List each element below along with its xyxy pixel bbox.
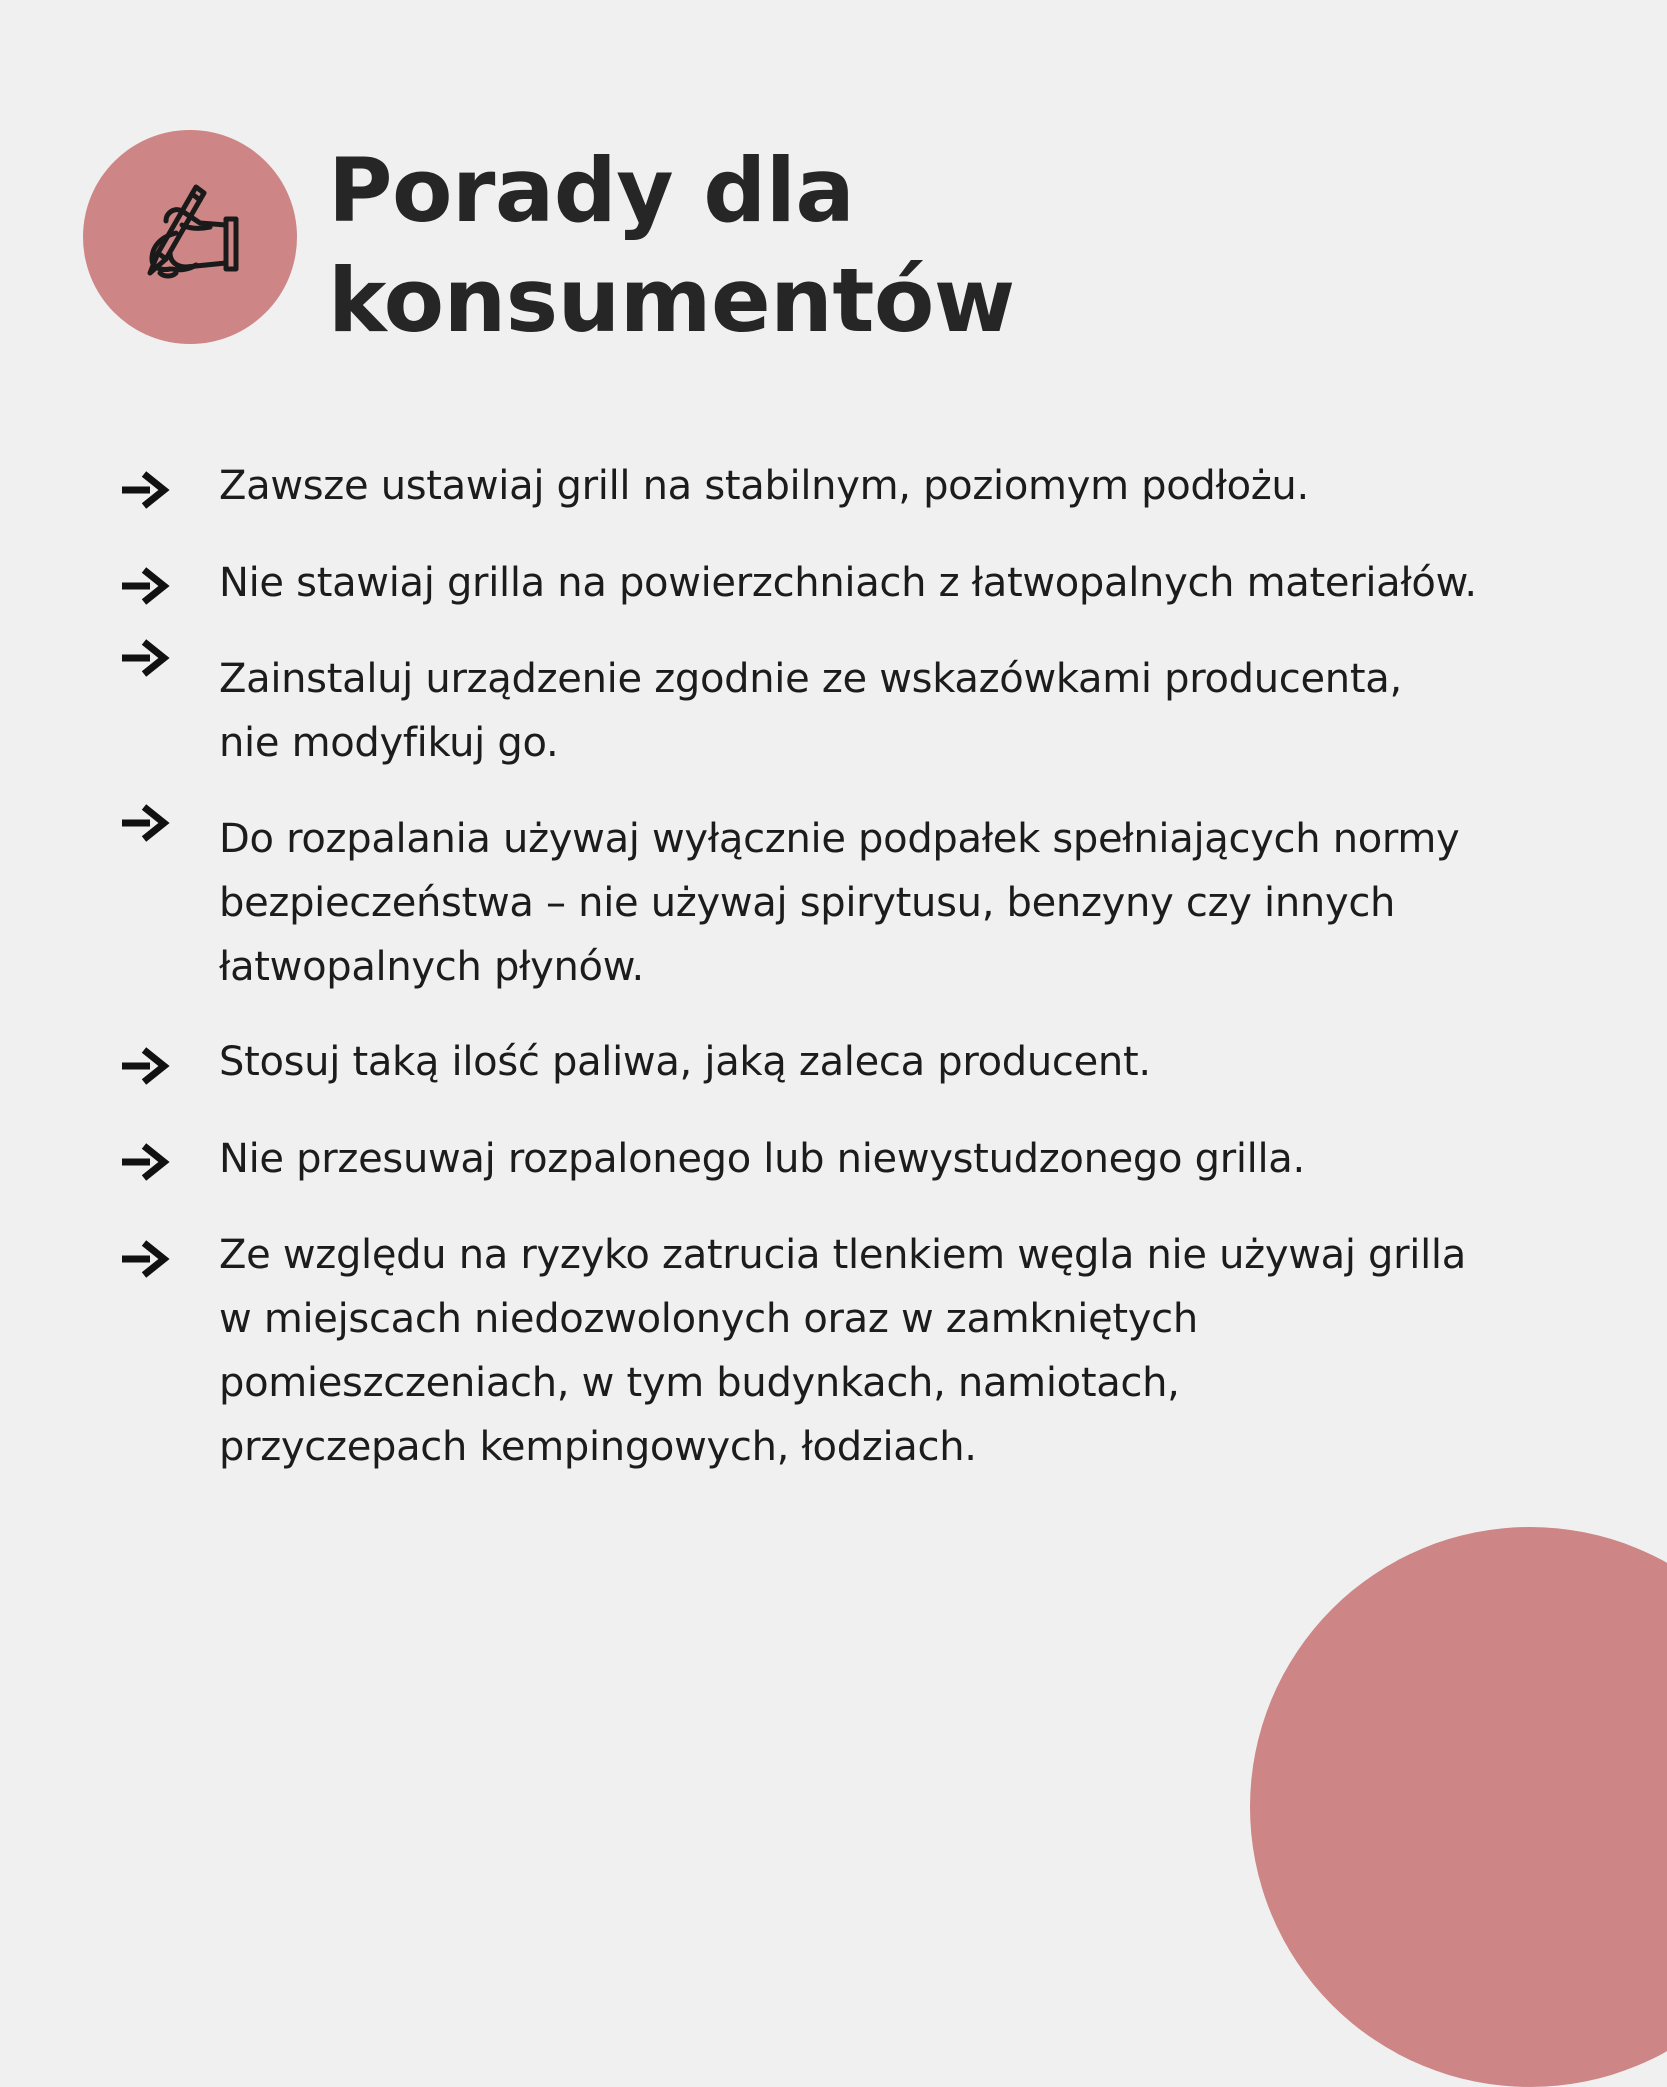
arrow-right-icon xyxy=(120,470,170,510)
arrow-right-icon xyxy=(120,803,170,843)
tip-line: w miejscach niedozwolonych oraz w zamkniętych xyxy=(219,1296,1198,1342)
arrow-right-icon xyxy=(120,1142,170,1182)
arrow-right-icon xyxy=(120,1239,170,1279)
arrow-right-icon xyxy=(120,638,170,678)
arrow-right-icon xyxy=(120,566,170,606)
tip-line: przyczepach kempingowych, łodziach. xyxy=(219,1424,977,1470)
tip-line: Stosuj taką ilość paliwa, jaką zaleca producent. xyxy=(219,1039,1151,1085)
tip-line: pomieszczeniach, w tym budynkach, namiotach, xyxy=(219,1360,1180,1406)
tip-line: Zawsze ustawiaj grill na stabilnym, poziomym podłożu. xyxy=(219,463,1309,509)
tip-line: Nie przesuwaj rozpalonego lub niewystudzonego grilla. xyxy=(219,1136,1305,1182)
tip-line: łatwopalnych płynów. xyxy=(219,944,644,990)
tip-line: nie modyfikuj go. xyxy=(219,720,559,766)
tip-line: Do rozpalania używaj wyłącznie podpałek spełniających normy xyxy=(219,816,1460,862)
tip-text xyxy=(219,1030,1619,1094)
arrow-right-icon xyxy=(120,1046,170,1086)
tip-text xyxy=(219,551,1619,615)
tip-text xyxy=(219,1127,1619,1191)
page-title-line-2: konsumentów xyxy=(328,249,1015,352)
tip-text xyxy=(219,1223,1619,1479)
tip-text xyxy=(219,807,1619,999)
tip-text xyxy=(219,454,1619,518)
tip-line: Nie stawiaj grilla na powierzchniach z łatwopalnych materiałów. xyxy=(219,560,1477,606)
tip-line: bezpieczeństwa – nie używaj spirytusu, benzyny czy innych xyxy=(219,880,1396,926)
tip-line: Ze względu na ryzyko zatrucia tlenkiem węgla nie używaj grilla xyxy=(219,1232,1466,1278)
page-title-line-1: Porady dla xyxy=(328,139,855,242)
tip-line: Zainstaluj urządzenie zgodnie ze wskazówkami producenta, xyxy=(219,656,1402,702)
tip-text xyxy=(219,647,1619,775)
